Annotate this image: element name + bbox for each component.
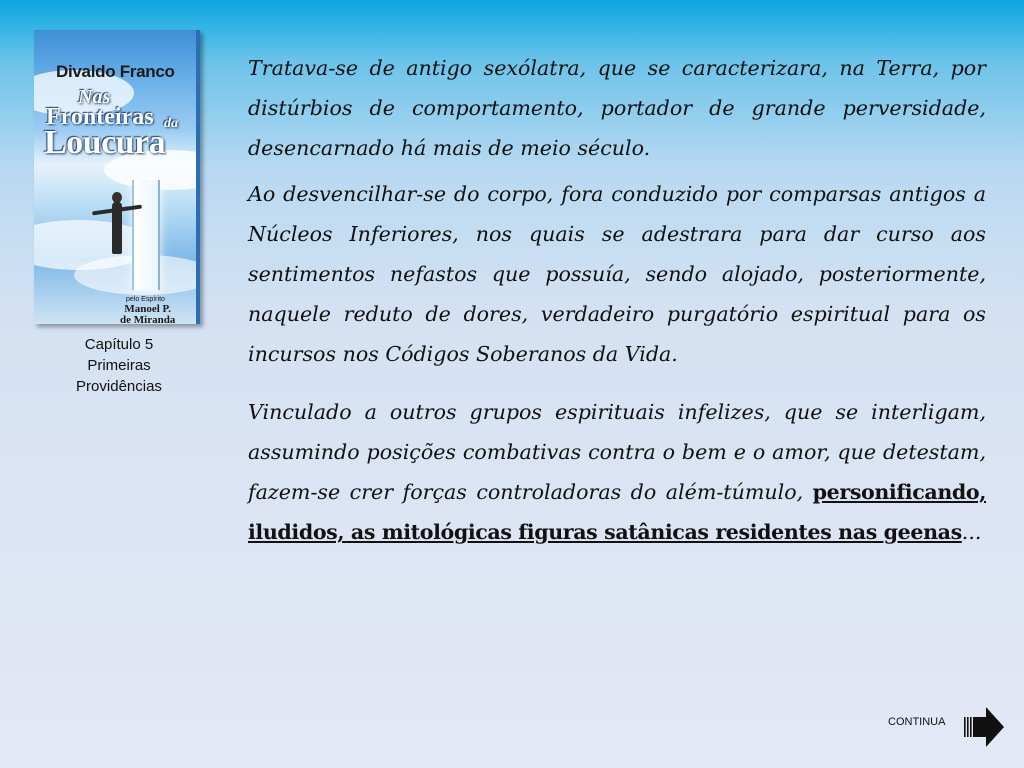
- book-spirit-name: [120, 304, 175, 324]
- figure-body: [112, 202, 122, 254]
- book-title-line1: Nas: [78, 86, 111, 108]
- paragraph-3: [248, 392, 986, 552]
- book-author: Divaldo Franco: [56, 62, 175, 81]
- paragraph-3-emphasis: personificando, iludidos, as mitológicas figuras satânicas residentes nas geenas: [248, 480, 986, 544]
- book-title-line3: da: [164, 116, 178, 131]
- paragraph-1: Tratava-se de antigo sexólatra, que se caracterizara, na Terra, por distúrbios de comportamento, portador de grande perversidade, desencarnado há mais de meio século.: [248, 56, 986, 160]
- chapter-title-line1: Primeiras: [87, 357, 151, 374]
- chapter-number: Capítulo 5: [84, 336, 154, 353]
- chapter-title-line2: Providências: [76, 378, 162, 395]
- book-title-line2: Fronteiras: [46, 104, 154, 130]
- book-cover: [34, 30, 200, 324]
- spirit-name-line1: Manoel P.: [124, 303, 171, 315]
- main-text: [248, 48, 986, 552]
- paragraph-3-ellipsis: ...: [961, 520, 982, 544]
- paragraph-3-plain: Vinculado a outros grupos espirituais infelizes, que se interligam, assumindo posições combativas contra o bem e o amor, que detestam, fazem-se crer forças controladoras do além-túmulo,: [248, 400, 986, 504]
- book-spirit-by: pelo Espírito: [126, 296, 165, 303]
- spirit-name-line2: de Miranda: [120, 314, 176, 324]
- book-title-line4: Loucura: [44, 124, 166, 161]
- paragraph-2: Ao desvencilhar-se do corpo, fora conduzido por comparsas antigos a Núcleos Inferiores, nos quais se adestrara para dar curso aos sentimentos nefastos que possuía, sendo alojado, posteriormente, naquele reduto de dores, verdadeiro purgatório espiritual para os incursos nos Códigos Soberanos da Vida.: [248, 182, 986, 366]
- continue-label[interactable]: CONTINUA: [888, 716, 946, 728]
- chapter-caption: [34, 334, 204, 397]
- door-of-light: [132, 180, 160, 290]
- arrow-right-icon[interactable]: [962, 706, 1006, 748]
